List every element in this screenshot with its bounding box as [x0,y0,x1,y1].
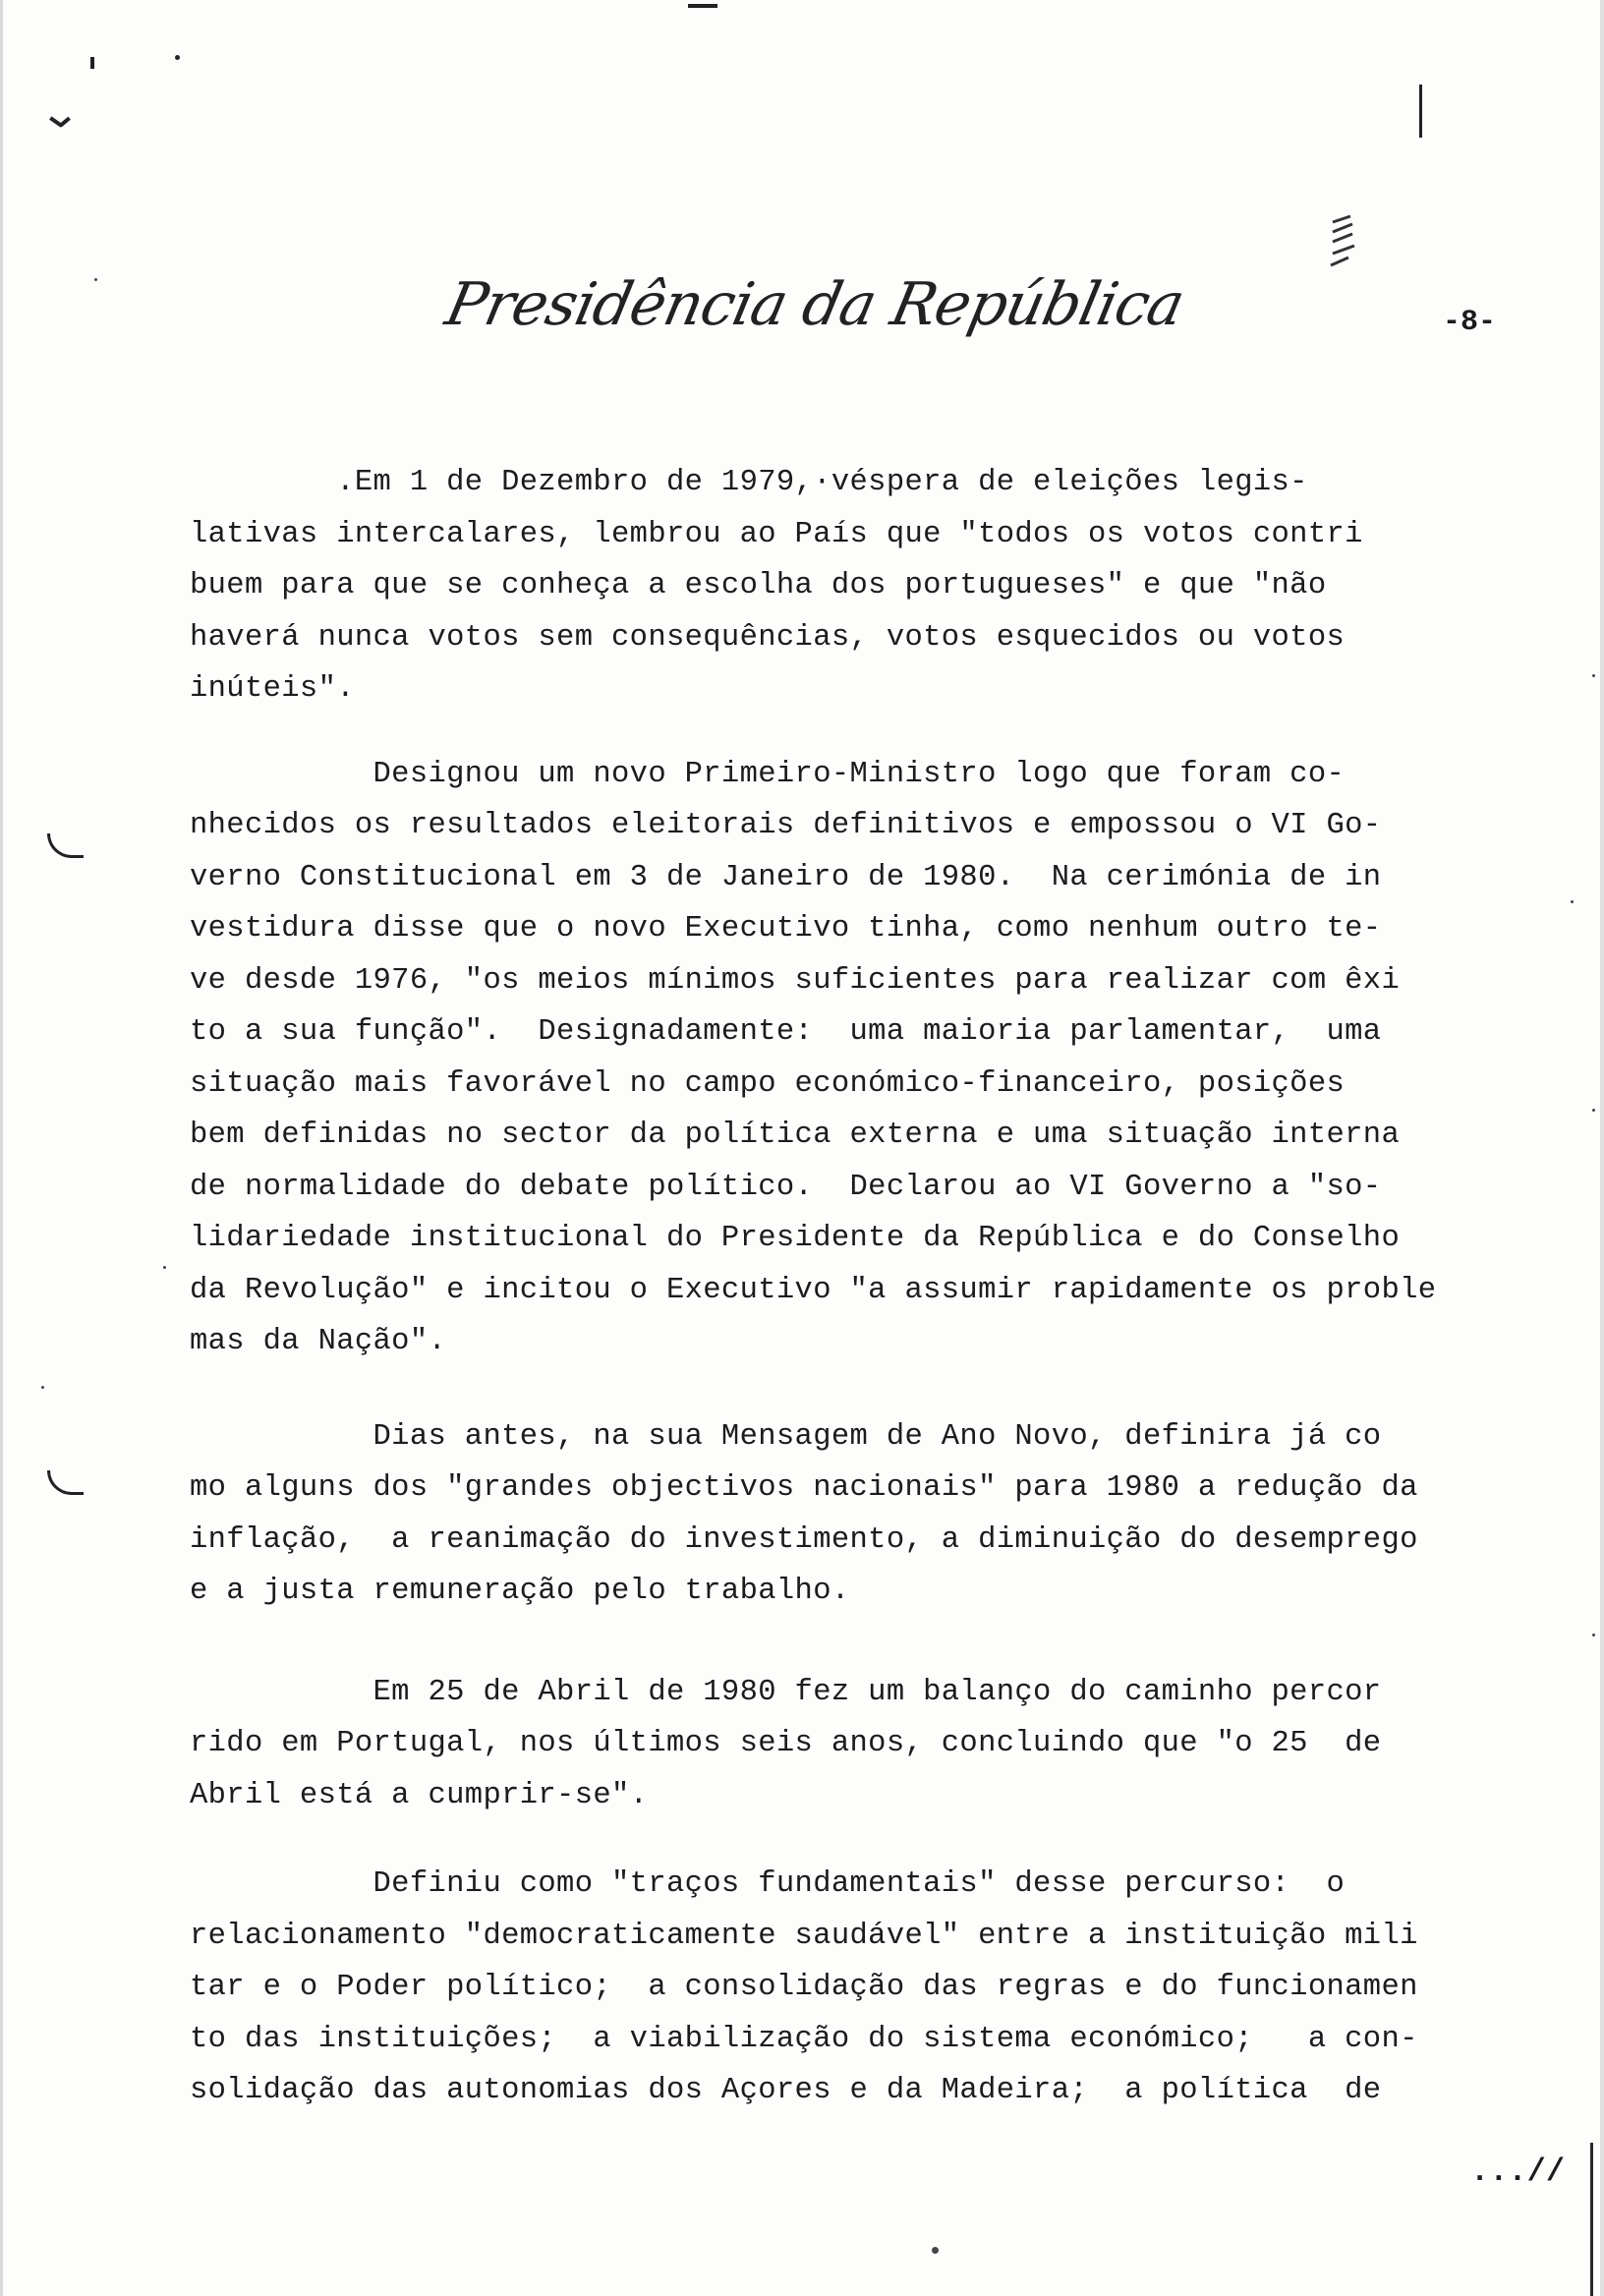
text-line: ve desde 1976, "os meios mínimos suficientes para realizar com êxi [190,963,1401,998]
text-line: to das instituições; a viabilização do sistema económico; a con- [190,2022,1418,2056]
text-line: situação mais favorável no campo económico-financeiro, posições [190,1066,1346,1101]
paragraph-4 [190,1667,1585,1822]
punch-hole-mark-2 [47,1470,84,1495]
scan-edge-shadow [1590,2143,1593,2296]
text-line: lativas intercalares, lembrou ao País que "todos os votos contri [190,517,1363,551]
text-line: solidação das autonomias dos Açores e da Madeira; a política de [190,2074,1382,2107]
text-line: da Revolução" e incitou o Executivo "a assumir rapidamente os proble [190,1273,1437,1307]
text-line: mo alguns dos "grandes objectivos nacionais" para 1980 a redução da [190,1471,1418,1505]
scan-dot [932,2247,939,2254]
text-line: haverá nunca votos sem consequências, votos esquecidos ou votos [190,620,1346,655]
paragraph-1 [190,457,1585,716]
text-line: e a justa remuneração pelo trabalho. [190,1575,850,1608]
text-line: buem para que se conheça a escolha dos portugueses" e que "não [190,569,1327,603]
scan-mark-top-center [688,4,717,8]
text-line: mas da Nação". [190,1325,447,1358]
paragraph-5 [190,1859,1585,2117]
scan-mark-v-2 [59,117,71,128]
scan-dot [1592,1634,1595,1636]
paragraph-3 [190,1411,1585,1618]
scan-mark-top-right-bar [1419,85,1422,138]
document-body [190,457,1585,2117]
text-line: Dias antes, na sua Mensagem de Ano Novo, definira já co [190,1419,1382,1454]
text-line: rido em Portugal, nos últimos seis anos, concluindo que "o 25 de [190,1727,1382,1760]
text-line: relacionamento "democraticamente saudável" entre a instituição mili [190,1919,1418,1953]
scan-dot [94,278,97,281]
letterhead [439,251,1190,359]
text-line: Designou um novo Primeiro-Ministro logo que foram co- [190,757,1346,791]
text-line: Em 25 de Abril de 1980 fez um balanço do caminho percor [190,1675,1382,1709]
margin-scribble-icon [1329,214,1358,283]
scan-dot [41,1386,44,1389]
text-line: tar e o Poder político; a consolidação das regras e do funcionamen [190,1971,1418,2004]
scan-edge-left [0,0,3,2296]
scan-dot [1592,1109,1595,1112]
page-number: -8- [1443,306,1497,339]
text-line: inflação, a reanimação do investimento, a diminuição do desemprego [190,1522,1418,1557]
scan-dot [1592,674,1595,677]
punch-hole-mark-1 [47,833,84,858]
text-line: to a sua função". Designadamente: uma maioria parlamentar, uma [190,1015,1382,1049]
letterhead-title: Presidência da República [439,270,1190,339]
text-line: lidariedade institucional do Presidente da República e do Conselho [190,1222,1401,1255]
text-line: verno Constitucional em 3 de Janeiro de 1980. Na cerimónia de in [190,860,1382,894]
text-line: nhecidos os resultados eleitorais definitivos e empossou o VI Go- [190,809,1382,842]
scan-edge-right [1600,0,1604,2296]
text-line: .Em 1 de Dezembro de 1979,·véspera de eleições legis- [190,466,1308,499]
text-line: Definiu como "traços fundamentais" desse percurso: o [190,1867,1346,1901]
scan-dot [163,1266,166,1269]
scan-mark-top-left-2 [175,55,180,60]
text-line: de normalidade do debate político. Declarou ao VI Governo a "so- [190,1170,1382,1204]
scan-mark-top-left [90,57,94,69]
continuation-mark: ...// [1470,2153,1566,2190]
text-line: vestidura disse que o novo Executivo tinha, como nenhum outro te- [190,912,1382,946]
text-line: Abril está a cumprir-se". [190,1778,649,1812]
text-line: bem definidas no sector da política externa e uma situação interna [190,1119,1401,1152]
paragraph-2 [190,749,1585,1368]
text-line: inúteis". [190,672,355,706]
